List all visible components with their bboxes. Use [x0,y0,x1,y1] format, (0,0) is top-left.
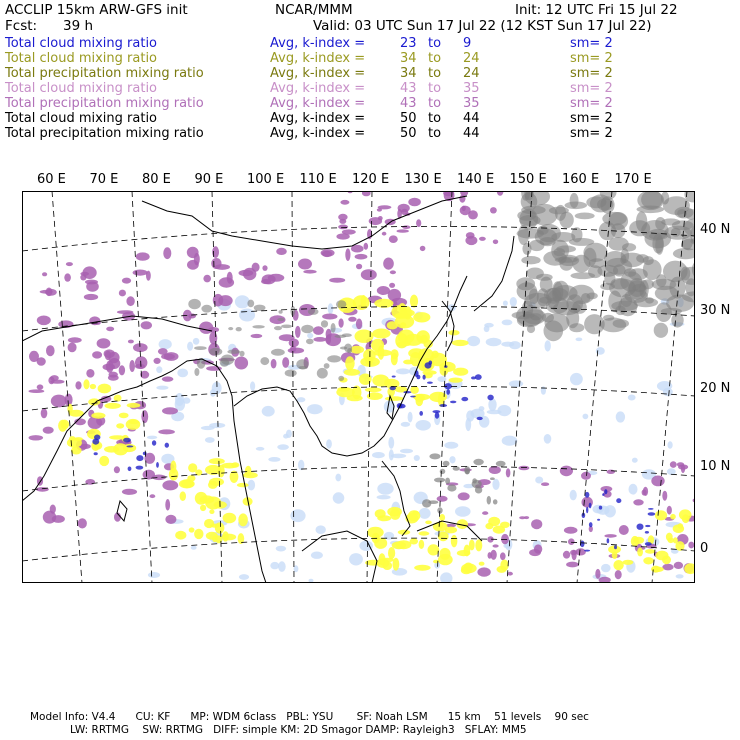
field-name: Total cloud mixing ratio [5,51,158,66]
field-to: to [428,126,442,141]
longitude-label: 70 E [89,172,119,187]
field-name: Total precipitation mixing ratio [5,66,204,81]
longitude-label: 120 E [352,172,390,187]
longitude-label: 140 E [457,172,495,187]
field-k-end: 24 [463,66,480,81]
model-info-line1: Model Info: V4.4 CU: KF MP: WDM 6class PBL: YSU SF: Noah LSM 15 km 51 levels 90 sec [30,711,589,723]
longitude-label: 130 E [404,172,442,187]
field-avg-label: Avg, k-index = [270,66,366,81]
init-time: Init: 12 UTC Fri 15 Jul 22 [515,2,678,18]
field-name: Total precipitation mixing ratio [5,96,204,111]
forecast-label: Fcst: [5,18,38,34]
longitude-label: 150 E [509,172,547,187]
field-k-start: 50 [400,111,417,126]
field-smoothing: sm= 2 [570,81,613,96]
field-smoothing: sm= 2 [570,126,613,141]
field-to: to [428,111,442,126]
field-to: to [428,36,442,51]
model-info-line2: LW: RRTMG SW: RRTMG DIFF: simple KM: 2D Smagor DAMP: Rayleigh3 SFLAY: MM5 [70,724,527,736]
organization: NCAR/MMM [275,2,353,18]
longitude-label: 80 E [142,172,171,187]
field-avg-label: Avg, k-index = [270,111,366,126]
latitude-label: 10 N [700,459,731,474]
field-smoothing: sm= 2 [570,36,613,51]
latitude-label: 0 [700,541,709,556]
field-to: to [428,81,442,96]
field-k-end: 44 [463,111,480,126]
field-k-end: 9 [463,36,472,51]
field-smoothing: sm= 2 [570,51,613,66]
longitude-label: 90 E [194,172,224,187]
field-name: Total cloud mixing ratio [5,36,158,51]
longitude-label: 100 E [247,172,285,187]
latitude-label: 30 N [700,303,731,318]
forecast-map [22,191,695,583]
field-name: Total precipitation mixing ratio [5,126,204,141]
field-k-start: 43 [400,96,417,111]
field-to: to [428,51,442,66]
field-to: to [428,66,442,81]
field-k-start: 34 [400,51,417,66]
field-k-start: 23 [400,36,417,51]
model-title: ACCLIP 15km ARW-GFS init [5,2,188,18]
field-k-end: 24 [463,51,480,66]
field-k-end: 35 [463,96,480,111]
field-to: to [428,96,442,111]
field-k-end: 44 [463,126,480,141]
field-name: Total cloud mixing ratio [5,111,158,126]
latitude-label: 20 N [700,381,731,396]
field-smoothing: sm= 2 [570,96,613,111]
field-avg-label: Avg, k-index = [270,36,366,51]
field-avg-label: Avg, k-index = [270,96,366,111]
valid-time: Valid: 03 UTC Sun 17 Jul 22 (12 KST Sun 17 Jul 22) [313,18,652,34]
longitude-label: 60 E [37,172,66,187]
longitude-label: 110 E [299,172,337,187]
forecast-hour: 39 h [63,18,94,34]
field-avg-label: Avg, k-index = [270,81,366,96]
field-smoothing: sm= 2 [570,66,613,81]
field-smoothing: sm= 2 [570,111,613,126]
longitude-label: 160 E [562,172,600,187]
longitude-label: 170 E [614,172,652,187]
latitude-label: 40 N [700,222,731,237]
field-avg-label: Avg, k-index = [270,51,366,66]
field-name: Total cloud mixing ratio [5,81,158,96]
field-k-start: 50 [400,126,417,141]
field-k-start: 43 [400,81,417,96]
field-avg-label: Avg, k-index = [270,126,366,141]
field-k-start: 34 [400,66,417,81]
field-k-end: 35 [463,81,480,96]
